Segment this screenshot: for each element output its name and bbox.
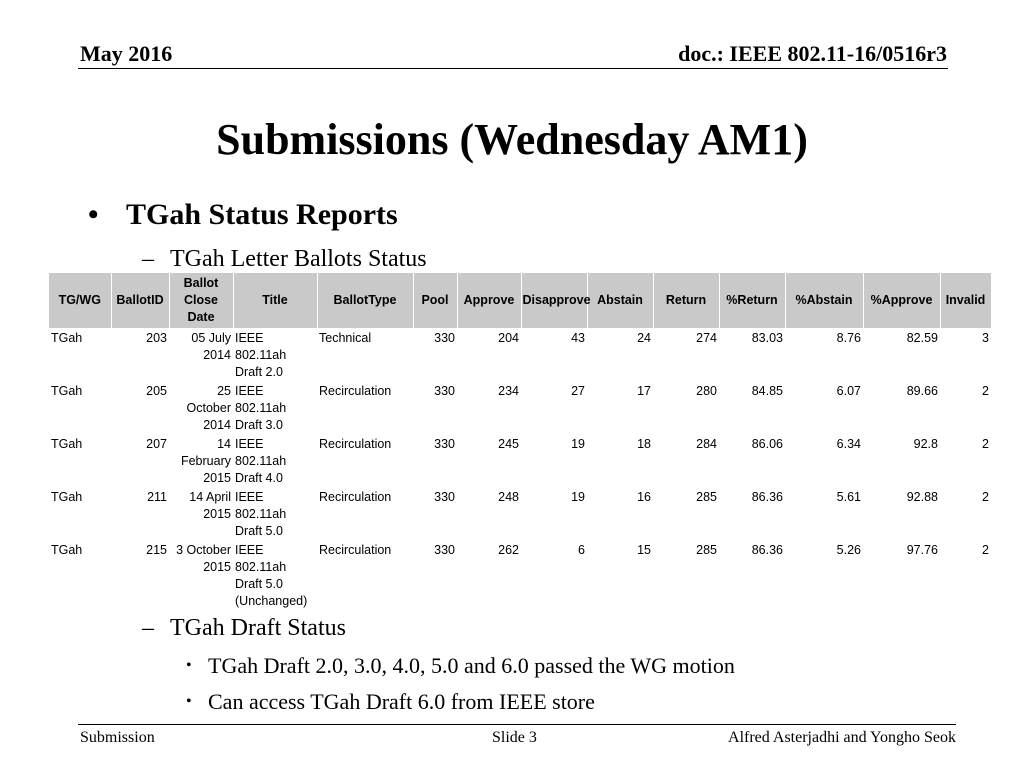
cell-close-date: 25 October 2014 (186, 384, 231, 432)
cell-tgwg: TGah (51, 384, 83, 398)
cell-tgwg: TGah (51, 490, 83, 504)
cell-invalid: 2 (982, 384, 989, 398)
cell-pct-approve: 82.59 (906, 331, 938, 345)
col-header-tgwg: TG/WG (49, 273, 111, 328)
cell-title: IEEE 802.11ah Draft 2.0 (235, 331, 287, 379)
ballot-status-table (49, 273, 992, 610)
cell-pct-abstain: 5.61 (836, 490, 861, 504)
table-row (49, 381, 991, 434)
cell-title: IEEE 802.11ah Draft 4.0 (235, 437, 287, 485)
subbullet-text: TGah Draft Status (170, 615, 346, 641)
cell-disapprove: 43 (571, 331, 585, 345)
dash-icon: – (142, 246, 154, 272)
cell-ballotid: 215 (146, 543, 167, 557)
cell-return: 284 (696, 437, 717, 451)
bullet-text: TGah Status Reports (126, 198, 398, 231)
bullet-text: TGah Draft 2.0, 3.0, 4.0, 5.0 and 6.0 passed the WG motion (208, 653, 735, 678)
col-header-return: Return (653, 273, 719, 328)
cell-pool: 330 (434, 543, 455, 557)
footer-divider (78, 724, 956, 725)
cell-pct-abstain: 6.07 (836, 384, 861, 398)
cell-pct-abstain: 8.76 (836, 331, 861, 345)
cell-approve: 234 (498, 384, 519, 398)
cell-pct-approve: 92.8 (913, 437, 938, 451)
cell-pct-abstain: 6.34 (836, 437, 861, 451)
col-header-close-date: Ballot Close Date (169, 273, 233, 328)
cell-title: IEEE 802.11ah Draft 3.0 (235, 384, 287, 432)
col-header-pct-return: %Return (719, 273, 785, 328)
bullet-dot-icon: • (88, 198, 99, 231)
slide-title: Submissions (Wednesday AM1) (216, 115, 808, 164)
col-header-title: Title (233, 273, 317, 328)
bullet-dot-icon: • (186, 657, 192, 674)
cell-approve: 248 (498, 490, 519, 504)
cell-tgwg: TGah (51, 543, 83, 557)
cell-invalid: 2 (982, 490, 989, 504)
cell-abstain: 15 (637, 543, 651, 557)
cell-disapprove: 19 (571, 437, 585, 451)
table-row (49, 487, 991, 540)
cell-ballot-type: Recirculation (319, 490, 392, 504)
cell-invalid: 3 (982, 331, 989, 345)
col-header-pct-approve: %Approve (863, 273, 940, 328)
footer-submission: Submission (80, 729, 155, 746)
col-header-ballotid: BallotID (111, 273, 169, 328)
cell-pct-abstain: 5.26 (836, 543, 861, 557)
cell-pct-return: 83.03 (751, 331, 783, 345)
bullet-dot-icon: • (186, 693, 192, 710)
table-row (49, 540, 991, 610)
cell-abstain: 24 (637, 331, 651, 345)
cell-pct-return: 86.06 (751, 437, 783, 451)
col-header-invalid: Invalid (940, 273, 991, 328)
cell-pct-return: 86.36 (751, 490, 783, 504)
cell-ballotid: 205 (146, 384, 167, 398)
footer-slide-number: Slide 3 (492, 729, 537, 746)
cell-abstain: 17 (637, 384, 651, 398)
cell-close-date: 05 July 2014 (191, 331, 231, 362)
cell-pool: 330 (434, 437, 455, 451)
cell-pct-approve: 92.88 (906, 490, 938, 504)
cell-invalid: 2 (982, 437, 989, 451)
cell-pool: 330 (434, 490, 455, 504)
cell-invalid: 2 (982, 543, 989, 557)
col-header-disapprove: Disapprove (521, 273, 587, 328)
col-header-pool: Pool (413, 273, 457, 328)
cell-close-date: 3 October 2015 (176, 543, 231, 574)
cell-disapprove: 6 (578, 543, 585, 557)
col-header-ballot-type: BallotType (317, 273, 413, 328)
dash-icon: – (142, 615, 154, 641)
col-header-pct-abstain: %Abstain (785, 273, 863, 328)
cell-return: 280 (696, 384, 717, 398)
cell-ballotid: 211 (147, 490, 167, 504)
cell-pct-approve: 97.76 (906, 543, 938, 557)
cell-ballot-type: Technical (319, 331, 372, 345)
col-header-abstain: Abstain (587, 273, 653, 328)
cell-ballot-type: Recirculation (319, 384, 392, 398)
footer-authors: Alfred Asterjadhi and Yongho Seok (728, 729, 956, 746)
cell-return: 274 (696, 331, 717, 345)
cell-return: 285 (696, 490, 717, 504)
cell-approve: 262 (498, 543, 519, 557)
cell-ballot-type: Recirculation (319, 543, 392, 557)
cell-close-date: 14 April 2015 (189, 490, 231, 521)
cell-pool: 330 (434, 331, 455, 345)
table-header-row (49, 273, 991, 328)
header-date: May 2016 (80, 41, 173, 66)
cell-ballotid: 203 (146, 331, 167, 345)
cell-ballot-type: Recirculation (319, 437, 392, 451)
cell-pct-approve: 89.66 (906, 384, 938, 398)
table-row (49, 434, 991, 487)
cell-disapprove: 27 (571, 384, 585, 398)
cell-title: IEEE 802.11ah Draft 5.0 (Unchanged) (235, 543, 308, 608)
cell-tgwg: TGah (51, 331, 83, 345)
cell-abstain: 16 (637, 490, 651, 504)
subbullet-text: TGah Letter Ballots Status (170, 246, 427, 272)
cell-pct-return: 86.36 (751, 543, 783, 557)
col-header-approve: Approve (457, 273, 521, 328)
cell-pool: 330 (434, 384, 455, 398)
cell-pct-return: 84.85 (751, 384, 783, 398)
cell-title: IEEE 802.11ah Draft 5.0 (235, 490, 287, 538)
cell-ballotid: 207 (146, 437, 167, 451)
cell-approve: 245 (498, 437, 519, 451)
header-divider (78, 68, 948, 69)
cell-approve: 204 (498, 331, 519, 345)
cell-abstain: 18 (637, 437, 651, 451)
cell-close-date: 14 February 2015 (180, 437, 231, 485)
bullet-text: Can access TGah Draft 6.0 from IEEE store (208, 689, 595, 714)
table-row (49, 328, 991, 381)
cell-disapprove: 19 (571, 490, 585, 504)
header-doc-id: doc.: IEEE 802.11-16/0516r3 (678, 41, 947, 66)
cell-return: 285 (696, 543, 717, 557)
cell-tgwg: TGah (51, 437, 83, 451)
